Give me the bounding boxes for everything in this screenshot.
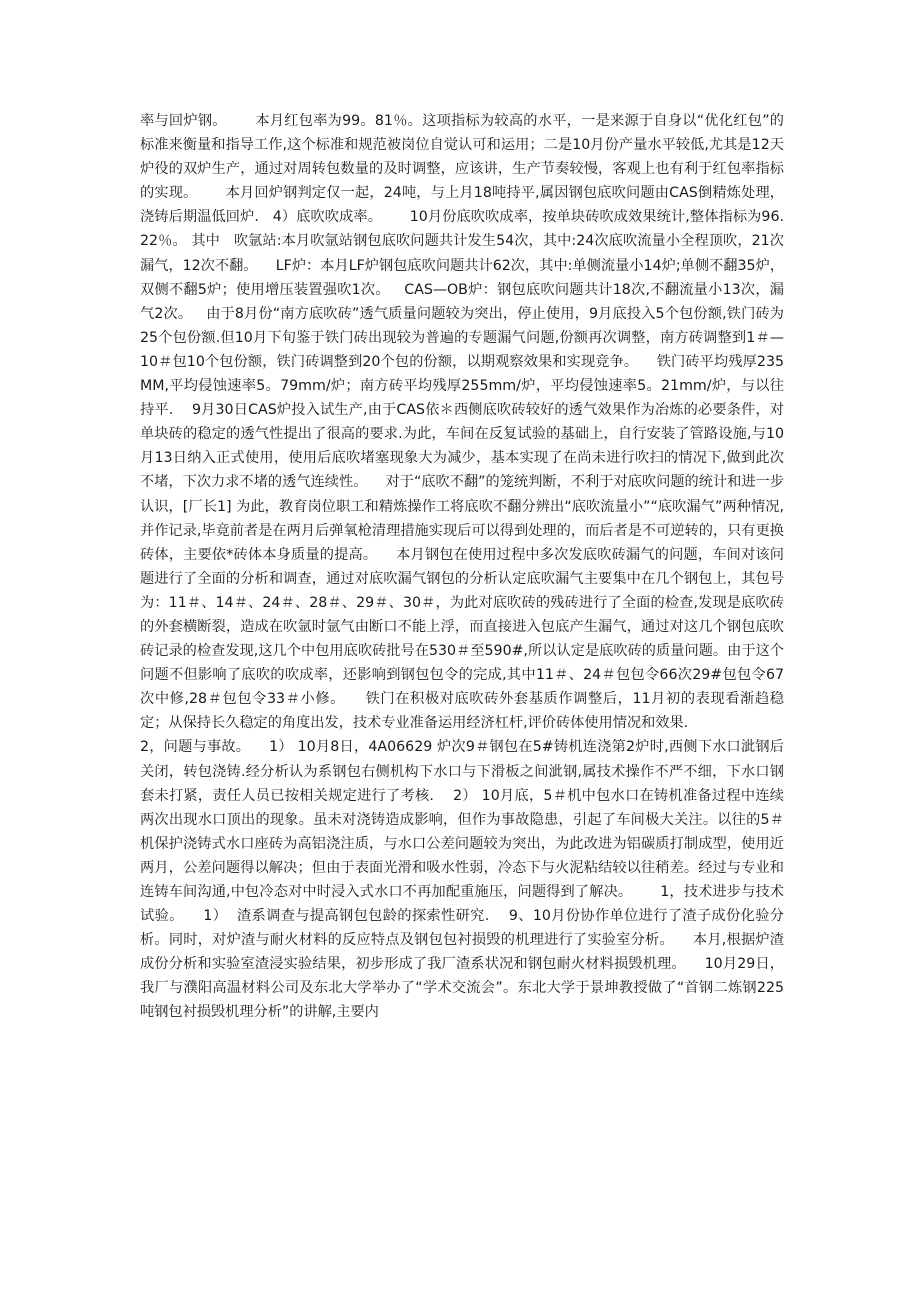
paragraph-problems-accidents: 2，问题与事故。 1） 10月8日，4A06629 炉次9＃钢包在5#铸机连浇第2炉时,西侧下水口泚钢后关闭，转包浇铸.经分析认为系钢包右侧机构下水口与下滑板之间泚钢,属技术操作不严不细，下水口钢套未打紧，责任人员已按相关规定进行了考核. 2） 10月底，5＃机中包水口在铸机准备过程中连续两次出现水口顶出的现象。虽未对浇铸造成影响，但作为事故隐患，引起了车间极大关注。以往的5＃机保护浇铸式水口座砖为高铝浇注质，与水口公差问题较为突出，为此改进为铝碳质打制成型，使用近两月，公差问题得以解决；但由于表面光滑和吸水性弱，冷态下与火泥粘结较以往稍差。经过与专业和连铸车间沟通,中包冷态对中时浸入式水口不再加配重施压，问题得到了解决。 1，技术进步与技术试验。 1） 渣系调查与提高钢包包龄的探索性研究. 9、10月份协作单位进行了渣子成份化验分析。同时，对炉渣与耐火材料的反应特点及钢包包衬损毁的机理进行了实验室分析。 本月,根据炉渣成份分析和实验室渣浸实验结果，初步形成了我厂渣系状况和钢包耐火材料损毁机理。 10月29日，我厂与濮阳高温材料公司及东北大学举办了“学术交流会”。东北大学于景坤教授做了“首钢二炼钢225吨钢包衬损毁机理分析”的讲解,主要内 <box>140 739 784 1021</box>
paragraph-refractory-report: 率与回炉钢。 本月红包率为99。81％。这项指标为较高的水平，一是来源于自身以“优化红包”的标准来衡量和指导工作,这个标准和规范被岗位自觉认可和运用；二是10月份产量水平较低,尤其是12天炉役的双炉生产，通过对周转包数量的及时调整，应该讲，生产节奏较慢，客观上也有利于红包率指标的实现。 本月回炉钢判定仅一起，24吨，与上月18吨持平,属因钢包底吹问题由CAS倒精炼处理，浇铸后期温低回炉. 4）底吹吹成率。 10月份底吹吹成率，按单块砖吹成效果统计,整体指标为96.22％。 其中 吹氩站:本月吹氩站钢包底吹问题共计发生54次，其中:24次底吹流量小全程顶吹，21次漏气，12次不翻。 LF炉：本月LF炉钢包底吹问题共计62次，其中:单侧流量小14炉;单侧不翻35炉，双侧不翻5炉；使用增压装置强吹1次。 CAS—OB炉：钢包底吹问题共计18次,不翻流量小13次，漏气2次。 由于8月份“南方底吹砖”透气质量问题较为突出，停止使用，9月底投入5个包份额,铁门砖为25个包份额.但10月下旬鉴于铁门砖出现较为普遍的专题漏气问题,份额再次调整，南方砖调整到1＃—10＃包10个包份额，铁门砖调整到20个包的份额，以期观察效果和实现竞争。 铁门砖平均残厚235MM,平均侵蚀速率5。79mm/炉；南方砖平均残厚255mm/炉，平均侵蚀速率5。21mm/炉，与以往持平. 9月30日CAS炉投入试生产,由于CAS依＊西侧底吹砖较好的透气效果作为冶炼的必要条件，对单块砖的稳定的透气性提出了很高的要求.为此，车间在反复试验的基础上，自行安装了管路设施,与10月13日纳入正式使用，使用后底吹堵塞现象大为减少，基本实现了在尚未进行吹扫的情况下,做到此次不堵，下次力求不堵的透气连续性。 对于“底吹不翻”的笼统判断，不利于对底吹问题的统计和进一步认识，[厂长1] 为此，教育岗位职工和精炼操作工将底吹不翻分辨出“底吹流量小”“底吹漏气”两种情况,并作记录,毕竟前者是在两月后弹氧枪清理措施实现后可以得到处理的，而后者是不可逆转的，只有更换砖体，主要依*砖体本身质量的提高。 本月钢包在使用过程中多次发底吹砖漏气的问题，车间对该问题进行了全面的分析和调查，通过对底吹漏气钢包的分析认定底吹漏气主要集中在几个钢包上，其包号为：11＃、14＃、24＃、28＃、29＃、30＃，为此对底吹砖的残砖进行了全面的检查,发现是底吹砖的外套横断裂，造成在吹氩时氩气由断口不能上浮，而直接进入包底产生漏气，通过对这几个钢包底吹砖记录的检查发现,这几个中包用底吹砖批号在530＃至590#,所以认定是底吹砖的质量问题。由于这个问题不但影响了底吹的吹成率，还影响到钢包包令的完成,其中11＃、24＃包包令66次29#包包令67次中修,28＃包包令33＃小修。 铁门在积极对底吹砖外套基质作调整后，11月初的表现看渐趋稳定；从保持长久稳定的角度出发，技术专业准备运用经济杠杆,评价砖体使用情况和效果. <box>140 113 784 732</box>
document-page <box>140 109 784 1025</box>
document-body <box>140 109 784 1025</box>
